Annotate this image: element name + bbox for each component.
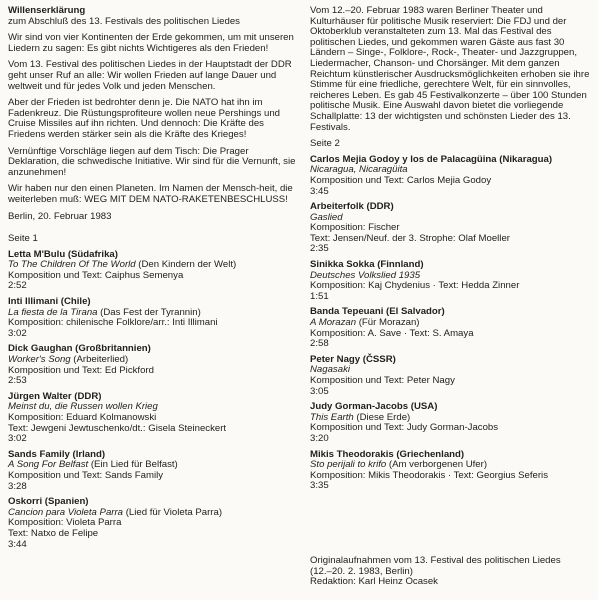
track-credit: Text: Jewgeni Jewtuschenko/dt.: Gisela Steineckert [8, 422, 227, 434]
track-title: Worker's Song [8, 354, 71, 366]
track-title: La fiesta de la Tirana [8, 306, 98, 318]
track-translation: (Am verborgenen Ufer) [386, 459, 488, 471]
track-translation: (Für Morazan) [356, 317, 420, 329]
track-title: A Morazan [310, 317, 357, 329]
declaration-paragraph: Vom 13. Festival des politischen Liedes in der Hauptstadt der DDR geht unser Ruf an alle: Wir wollen Frieden auf lange Dauer und weltweit und für jedes Volk und jeden Menschen. [8, 59, 292, 92]
declaration-paragraph: Vernünftige Vorschläge liegen auf dem Tisch: Die Prager Deklaration, die schwedische Initiative. Wir sind für die Vernunft, sie anzunehmen! [8, 145, 296, 178]
left-column [8, 6, 298, 550]
declaration-paragraph: Wir haben nur den einen Planeten. Im Namen der Mensch-heit, die weiterleben muß: WEG MIT DEM NATO-RAKETENBESCHLUSS! [8, 183, 293, 205]
track-artist: Sinikka Sokka (Finnland) [310, 259, 424, 271]
track-entry [310, 355, 592, 397]
track-duration: 3:35 [310, 480, 329, 492]
track-entry [8, 497, 298, 550]
track-credit: Komposition: Mikis Theodorakis · Text: Georgius Seferis [310, 469, 548, 481]
track-duration: 3:02 [8, 327, 27, 339]
track-credit: Komposition und Text: Judy Gorman-Jacobs [310, 422, 499, 434]
track-entry [310, 155, 592, 197]
track-artist: Letta M'Bulu (Südafrika) [8, 248, 118, 260]
track-translation: (Arbeiterlied) [70, 354, 129, 366]
track-title: To The Children Of The World [8, 259, 136, 271]
track-duration: 3:20 [310, 432, 329, 444]
track-entry [310, 307, 592, 349]
track-artist: Dick Gaughan (Großbritannien) [8, 343, 151, 355]
track-duration: 2:58 [310, 338, 329, 350]
track-entry [8, 392, 298, 445]
side2-label: Seite 2 [310, 138, 340, 150]
track-artist: Arbeiterfolk (DDR) [310, 201, 394, 213]
declaration-paragraph: Aber der Frieden ist bedrohter denn je. Die NATO hat ihn im Fadenkreuz. Die Rüstungsprofiteure wollen neue Pershings und Cruise Missiles auf ihn richten. Und dennoch: Die Kräfte des Friedens werden stärker sein als die Kräfte des Krieges! [8, 97, 280, 140]
track-entry [8, 250, 298, 292]
track-translation: (Den Kindern der Welt) [135, 259, 237, 271]
track-duration: 3:02 [8, 433, 27, 445]
side1-tracklist [8, 250, 298, 550]
side1-label: Seite 1 [8, 233, 38, 245]
track-duration: 3:45 [310, 185, 329, 197]
track-artist: Jürgen Walter (DDR) [8, 390, 102, 402]
track-entry [310, 402, 592, 444]
track-credit: Komposition: Fischer [310, 222, 400, 234]
recording-line: Redaktion: Karl Heinz Ocasek [310, 576, 438, 588]
track-duration: 3:05 [310, 385, 329, 397]
track-artist: Inti Illimani (Chile) [8, 296, 91, 308]
track-credit: Komposition: Violeta Parra [8, 517, 122, 529]
track-translation: (Das Fest der Tyrannin) [97, 306, 201, 318]
side2-tracklist [310, 155, 592, 492]
liner-notes: Vom 12.–20. Februar 1983 waren Berliner Theater und Kulturhäuser für politische Musik reserviert: Die FDJ und der Oktoberklub veranstalteten zum 13. Mal das Festival des politischen Liedes, und gekommen waren Gäste aus fast 30 Ländern – Singe-, Folklore-, Rock-, Theater- und Jazzgruppen, Liedermacher, Chanson- und Chorsänger. Mit dem ganzen Reichtum künstlerischer Ausdrucksmöglichkeiten erhoben sie ihre Stimme für eine friedliche, gerechtere Welt, für ein sinnvolles, reicheres Leben. Es gab 45 Festivalkonzerte – über 100 Stunden politische Musik. Eine Auswahl davon bietet die vorliegende Schallplatte: 13 der wichtigsten und schönsten Lieder des 13. Festivals. [310, 5, 590, 133]
declaration-signoff: Berlin, 20. Februar 1983 [8, 210, 112, 222]
track-artist: Judy Gorman-Jacobs (USA) [310, 401, 438, 413]
recording-credits [310, 556, 592, 588]
track-artist: Peter Nagy (ČSSR) [310, 353, 396, 365]
track-entry [310, 450, 592, 492]
track-title: A Song For Belfast [8, 459, 89, 471]
track-title: This Earth [310, 411, 354, 423]
recording-line: (12.–20. 2. 1983, Berlin) [310, 565, 413, 577]
track-entry [8, 450, 298, 492]
track-artist: Carlos Mejia Godoy y los de Palacagüina (Nikaragua) [310, 153, 553, 165]
track-duration: 2:53 [8, 375, 27, 387]
track-credit: Text: Natxo de Felipe [8, 527, 99, 539]
track-entry [8, 344, 298, 386]
track-credit: Komposition und Text: Caiphus Semenya [8, 269, 184, 281]
track-credit: Komposition: Eduard Kolmanowski [8, 412, 157, 423]
track-translation: (Diese Erde) [353, 411, 411, 423]
track-artist: Mikis Theodorakis (Griechenland) [310, 448, 465, 460]
track-duration: 1:51 [310, 290, 329, 302]
track-artist: Sands Family (Irland) [8, 448, 106, 460]
track-title: Nicaragua, Nicaragüita [310, 164, 408, 176]
track-credit: Komposition: A. Save · Text: S. Amaya [310, 327, 474, 339]
track-title: Sto perijali to krifo [310, 459, 387, 471]
track-translation: (Ein Lied für Belfast) [88, 459, 178, 471]
track-title: Nagasaki [310, 364, 350, 376]
declaration-title: Willenserklärung [8, 5, 86, 16]
track-credit: Text: Jensen/Neuf. der 3. Strophe: Olaf Moeller [310, 232, 510, 244]
track-entry [310, 202, 592, 255]
track-duration: 3:44 [8, 538, 27, 550]
track-credit: Komposition und Text: Carlos Mejia Godoy [310, 174, 492, 186]
track-title: Meinst du, die Russen wollen Krieg [8, 401, 158, 413]
track-artist: Banda Tepeuani (El Salvador) [310, 306, 445, 318]
track-entry [8, 297, 298, 339]
track-title: Gaslied [310, 211, 343, 223]
declaration-subtitle: zum Abschluß des 13. Festivals des politischen Liedes [8, 15, 240, 27]
track-credit: Komposition und Text: Sands Family [8, 469, 163, 481]
declaration-paragraph: Wir sind von vier Kontinenten der Erde gekommen, um mit unseren Liedern zu sagen: Es gibt nichts Wichtigeres als den Frieden! [8, 32, 294, 54]
track-credit: Komposition: chilenische Folklore/arr.: Inti Illimani [8, 317, 218, 329]
track-entry [310, 260, 592, 302]
track-duration: 3:28 [8, 480, 27, 492]
track-title: Cancion para Violeta Parra [8, 506, 124, 518]
track-duration: 2:35 [310, 243, 329, 255]
track-translation: (Lied für Violeta Parra) [123, 506, 223, 518]
track-credit: Komposition und Text: Peter Nagy [310, 375, 455, 386]
track-title: Deutsches Volkslied 1935 [310, 269, 421, 281]
recording-line: Originalaufnahmen vom 13. Festival des politischen Liedes [310, 555, 561, 566]
track-credit: Komposition und Text: Ed Pickford [8, 364, 154, 376]
track-artist: Oskorri (Spanien) [8, 496, 89, 508]
track-credit: Komposition: Kaj Chydenius · Text: Hedda Zinner [310, 280, 520, 292]
track-duration: 2:52 [8, 280, 27, 292]
right-column [310, 6, 592, 492]
